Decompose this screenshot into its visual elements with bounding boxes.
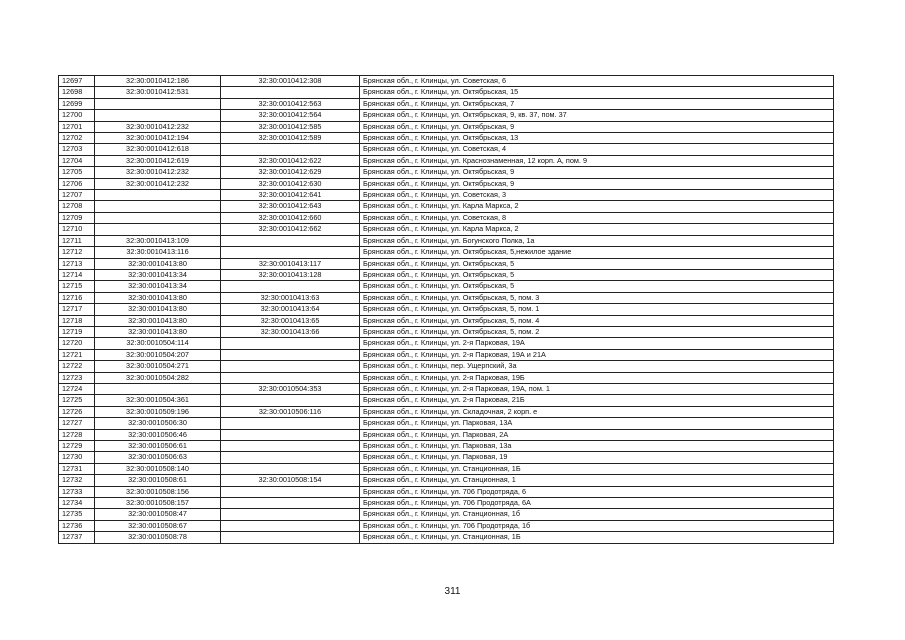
table-row [59, 167, 834, 178]
cadastral-number-cell: 32:30:0010413:80 [95, 292, 221, 303]
table-row [59, 224, 834, 235]
cadastral-number-cell: 32:30:0010508:61 [95, 475, 221, 486]
record-number-cell: 12732 [59, 475, 95, 486]
address-cell: Брянская обл., г. Клинцы, ул. Парковая, 13а [360, 441, 834, 452]
object-cadastral-number-cell: 32:30:0010412:308 [221, 76, 360, 87]
table-row [59, 98, 834, 109]
record-number-cell: 12726 [59, 406, 95, 417]
object-cadastral-number-cell: 32:30:0010413:65 [221, 315, 360, 326]
table-row [59, 532, 834, 543]
object-cadastral-number-cell [221, 361, 360, 372]
record-number-cell: 12709 [59, 212, 95, 223]
cadastral-number-cell [95, 224, 221, 235]
address-cell: Брянская обл., г. Клинцы, ул. 2-я Парковая, 19А [360, 338, 834, 349]
address-cell: Брянская обл., г. Клинцы, ул. Карла Маркса, 2 [360, 224, 834, 235]
object-cadastral-number-cell [221, 87, 360, 98]
address-cell: Брянская обл., г. Клинцы, ул. Богунского Полка, 1а [360, 235, 834, 246]
object-cadastral-number-cell [221, 395, 360, 406]
table-row [59, 155, 834, 166]
object-cadastral-number-cell: 32:30:0010413:63 [221, 292, 360, 303]
record-number-cell: 12717 [59, 304, 95, 315]
table-row [59, 498, 834, 509]
page-number: 311 [444, 586, 461, 597]
table-row [59, 349, 834, 360]
address-cell: Брянская обл., г. Клинцы, ул. Складочная, 2 корп. е [360, 406, 834, 417]
table-row [59, 292, 834, 303]
address-cell: Брянская обл., г. Клинцы, пер. Ущерпский, 3а [360, 361, 834, 372]
table-row [59, 441, 834, 452]
record-number-cell: 12730 [59, 452, 95, 463]
record-number-cell: 12710 [59, 224, 95, 235]
record-number-cell: 12699 [59, 98, 95, 109]
cadastral-number-cell: 32:30:0010412:232 [95, 121, 221, 132]
object-cadastral-number-cell: 32:30:0010412:660 [221, 212, 360, 223]
cadastral-number-cell: 32:30:0010509:196 [95, 406, 221, 417]
cadastral-number-cell [95, 110, 221, 121]
object-cadastral-number-cell: 32:30:0010412:662 [221, 224, 360, 235]
address-cell: Брянская обл., г. Клинцы, ул. Станционная, 1Б [360, 463, 834, 474]
registry-table [58, 75, 834, 544]
address-cell: Брянская обл., г. Клинцы, ул. 2-я Парковая, 19А, пом. 1 [360, 383, 834, 394]
table-row [59, 361, 834, 372]
table-row [59, 269, 834, 280]
record-number-cell: 12712 [59, 247, 95, 258]
table-row [59, 418, 834, 429]
record-number-cell: 12702 [59, 133, 95, 144]
table-row [59, 212, 834, 223]
cadastral-number-cell: 32:30:0010412:186 [95, 76, 221, 87]
cadastral-number-cell: 32:30:0010412:531 [95, 87, 221, 98]
table-row [59, 486, 834, 497]
address-cell: Брянская обл., г. Клинцы, ул. Советская, 8 [360, 212, 834, 223]
cadastral-number-cell: 32:30:0010412:232 [95, 167, 221, 178]
table-row [59, 178, 834, 189]
address-cell: Брянская обл., г. Клинцы, ул. Октябрьская, 13 [360, 133, 834, 144]
cadastral-number-cell: 32:30:0010508:140 [95, 463, 221, 474]
record-number-cell: 12733 [59, 486, 95, 497]
cadastral-number-cell: 32:30:0010413:80 [95, 258, 221, 269]
address-cell: Брянская обл., г. Клинцы, ул. Парковая, 13А [360, 418, 834, 429]
table-row [59, 201, 834, 212]
object-cadastral-number-cell: 32:30:0010412:643 [221, 201, 360, 212]
record-number-cell: 12728 [59, 429, 95, 440]
cadastral-number-cell: 32:30:0010504:207 [95, 349, 221, 360]
object-cadastral-number-cell: 32:30:0010413:64 [221, 304, 360, 315]
record-number-cell: 12721 [59, 349, 95, 360]
cadastral-number-cell: 32:30:0010413:34 [95, 269, 221, 280]
table-row [59, 258, 834, 269]
address-cell: Брянская обл., г. Клинцы, ул. 706 Продотряда, 6А [360, 498, 834, 509]
address-cell: Брянская обл., г. Клинцы, ул. Станционная, 1б [360, 509, 834, 520]
address-cell: Брянская обл., г. Клинцы, ул. Октябрьская, 5 [360, 258, 834, 269]
address-cell: Брянская обл., г. Клинцы, ул. Октябрьская, 5 [360, 281, 834, 292]
record-number-cell: 12720 [59, 338, 95, 349]
record-number-cell: 12708 [59, 201, 95, 212]
record-number-cell: 12735 [59, 509, 95, 520]
record-number-cell: 12698 [59, 87, 95, 98]
object-cadastral-number-cell [221, 338, 360, 349]
object-cadastral-number-cell: 32:30:0010412:641 [221, 190, 360, 201]
cadastral-number-cell: 32:30:0010412:619 [95, 155, 221, 166]
cadastral-number-cell: 32:30:0010508:156 [95, 486, 221, 497]
object-cadastral-number-cell: 32:30:0010412:564 [221, 110, 360, 121]
address-cell: Брянская обл., г. Клинцы, ул. 2-я Парковая, 19Б [360, 372, 834, 383]
cadastral-number-cell [95, 212, 221, 223]
table-row [59, 463, 834, 474]
table-row [59, 247, 834, 258]
object-cadastral-number-cell [221, 429, 360, 440]
record-number-cell: 12701 [59, 121, 95, 132]
record-number-cell: 12707 [59, 190, 95, 201]
address-cell: Брянская обл., г. Клинцы, ул. Октябрьская, 5, пом. 2 [360, 326, 834, 337]
object-cadastral-number-cell: 32:30:0010412:585 [221, 121, 360, 132]
table-row [59, 304, 834, 315]
object-cadastral-number-cell [221, 452, 360, 463]
object-cadastral-number-cell [221, 349, 360, 360]
object-cadastral-number-cell: 32:30:0010504:353 [221, 383, 360, 394]
object-cadastral-number-cell [221, 532, 360, 543]
record-number-cell: 12729 [59, 441, 95, 452]
cadastral-number-cell: 32:30:0010508:157 [95, 498, 221, 509]
record-number-cell: 12714 [59, 269, 95, 280]
address-cell: Брянская обл., г. Клинцы, ул. Советская, 6 [360, 76, 834, 87]
object-cadastral-number-cell: 32:30:0010413:66 [221, 326, 360, 337]
record-number-cell: 12703 [59, 144, 95, 155]
record-number-cell: 12711 [59, 235, 95, 246]
object-cadastral-number-cell [221, 498, 360, 509]
table-row [59, 190, 834, 201]
cadastral-number-cell: 32:30:0010413:80 [95, 315, 221, 326]
object-cadastral-number-cell [221, 247, 360, 258]
registry-table-body [59, 76, 834, 544]
cadastral-number-cell: 32:30:0010412:232 [95, 178, 221, 189]
object-cadastral-number-cell [221, 281, 360, 292]
address-cell: Брянская обл., г. Клинцы, ул. Парковая, 19 [360, 452, 834, 463]
address-cell: Брянская обл., г. Клинцы, ул. Парковая, 2А [360, 429, 834, 440]
object-cadastral-number-cell [221, 463, 360, 474]
address-cell: Брянская обл., г. Клинцы, ул. Октябрьская, 5, пом. 4 [360, 315, 834, 326]
address-cell: Брянская обл., г. Клинцы, ул. Советская, 4 [360, 144, 834, 155]
address-cell: Брянская обл., г. Клинцы, ул. Октябрьская, 5, пом. 3 [360, 292, 834, 303]
object-cadastral-number-cell: 32:30:0010412:622 [221, 155, 360, 166]
cadastral-number-cell [95, 190, 221, 201]
object-cadastral-number-cell [221, 144, 360, 155]
address-cell: Брянская обл., г. Клинцы, ул. Октябрьская, 5 [360, 269, 834, 280]
cadastral-number-cell: 32:30:0010504:361 [95, 395, 221, 406]
cadastral-number-cell: 32:30:0010504:271 [95, 361, 221, 372]
table-row [59, 395, 834, 406]
table-row [59, 76, 834, 87]
record-number-cell: 12727 [59, 418, 95, 429]
table-row [59, 87, 834, 98]
table-row [59, 235, 834, 246]
cadastral-number-cell [95, 383, 221, 394]
cadastral-number-cell [95, 201, 221, 212]
object-cadastral-number-cell: 32:30:0010412:563 [221, 98, 360, 109]
table-row [59, 509, 834, 520]
cadastral-number-cell: 32:30:0010413:80 [95, 304, 221, 315]
cadastral-number-cell: 32:30:0010504:282 [95, 372, 221, 383]
object-cadastral-number-cell: 32:30:0010413:117 [221, 258, 360, 269]
record-number-cell: 12697 [59, 76, 95, 87]
table-row [59, 110, 834, 121]
cadastral-number-cell: 32:30:0010508:47 [95, 509, 221, 520]
record-number-cell: 12706 [59, 178, 95, 189]
record-number-cell: 12719 [59, 326, 95, 337]
cadastral-number-cell: 32:30:0010506:61 [95, 441, 221, 452]
record-number-cell: 12725 [59, 395, 95, 406]
table-row [59, 429, 834, 440]
record-number-cell: 12700 [59, 110, 95, 121]
address-cell: Брянская обл., г. Клинцы, ул. Станционная, 1Б [360, 532, 834, 543]
record-number-cell: 12723 [59, 372, 95, 383]
object-cadastral-number-cell [221, 418, 360, 429]
address-cell: Брянская обл., г. Клинцы, ул. Октябрьская, 9 [360, 121, 834, 132]
address-cell: Брянская обл., г. Клинцы, ул. Краснознаменная, 12 корп. А, пом. 9 [360, 155, 834, 166]
address-cell: Брянская обл., г. Клинцы, ул. 706 Продотряда, 1б [360, 520, 834, 531]
address-cell: Брянская обл., г. Клинцы, ул. Станционная, 1 [360, 475, 834, 486]
address-cell: Брянская обл., г. Клинцы, ул. Карла Маркса, 2 [360, 201, 834, 212]
address-cell: Брянская обл., г. Клинцы, ул. Октябрьская, 9 [360, 167, 834, 178]
table-row [59, 475, 834, 486]
cadastral-number-cell: 32:30:0010508:78 [95, 532, 221, 543]
address-cell: Брянская обл., г. Клинцы, ул. 2-я Парковая, 21Б [360, 395, 834, 406]
object-cadastral-number-cell [221, 486, 360, 497]
record-number-cell: 12722 [59, 361, 95, 372]
cadastral-number-cell: 32:30:0010504:114 [95, 338, 221, 349]
table-row [59, 372, 834, 383]
record-number-cell: 12716 [59, 292, 95, 303]
cadastral-number-cell: 32:30:0010413:116 [95, 247, 221, 258]
address-cell: Брянская обл., г. Клинцы, ул. 2-я Парковая, 19А и 21А [360, 349, 834, 360]
record-number-cell: 12724 [59, 383, 95, 394]
record-number-cell: 12737 [59, 532, 95, 543]
address-cell: Брянская обл., г. Клинцы, ул. Октябрьская, 5,нежилое здание [360, 247, 834, 258]
table-row [59, 326, 834, 337]
cadastral-number-cell: 32:30:0010413:34 [95, 281, 221, 292]
record-number-cell: 12705 [59, 167, 95, 178]
object-cadastral-number-cell: 32:30:0010506:116 [221, 406, 360, 417]
object-cadastral-number-cell [221, 235, 360, 246]
cadastral-number-cell: 32:30:0010506:63 [95, 452, 221, 463]
object-cadastral-number-cell: 32:30:0010508:154 [221, 475, 360, 486]
object-cadastral-number-cell [221, 372, 360, 383]
table-row [59, 452, 834, 463]
table-row [59, 315, 834, 326]
table-row [59, 133, 834, 144]
cadastral-number-cell: 32:30:0010506:30 [95, 418, 221, 429]
cadastral-number-cell: 32:30:0010506:46 [95, 429, 221, 440]
table-row [59, 281, 834, 292]
record-number-cell: 12718 [59, 315, 95, 326]
record-number-cell: 12731 [59, 463, 95, 474]
object-cadastral-number-cell: 32:30:0010412:630 [221, 178, 360, 189]
record-number-cell: 12734 [59, 498, 95, 509]
object-cadastral-number-cell: 32:30:0010412:629 [221, 167, 360, 178]
cadastral-number-cell: 32:30:0010412:618 [95, 144, 221, 155]
address-cell: Брянская обл., г. Клинцы, ул. Октябрьская, 9, кв. 37, пом. 37 [360, 110, 834, 121]
address-cell: Брянская обл., г. Клинцы, ул. Октябрьская, 5, пом. 1 [360, 304, 834, 315]
record-number-cell: 12715 [59, 281, 95, 292]
table-row [59, 144, 834, 155]
table-row [59, 338, 834, 349]
cadastral-number-cell: 32:30:0010508:67 [95, 520, 221, 531]
table-row [59, 383, 834, 394]
address-cell: Брянская обл., г. Клинцы, ул. Октябрьская, 15 [360, 87, 834, 98]
address-cell: Брянская обл., г. Клинцы, ул. Октябрьская, 7 [360, 98, 834, 109]
address-cell: Брянская обл., г. Клинцы, ул. Октябрьская, 9 [360, 178, 834, 189]
cadastral-number-cell [95, 98, 221, 109]
cadastral-number-cell: 32:30:0010413:109 [95, 235, 221, 246]
object-cadastral-number-cell: 32:30:0010413:128 [221, 269, 360, 280]
cadastral-number-cell: 32:30:0010413:80 [95, 326, 221, 337]
address-cell: Брянская обл., г. Клинцы, ул. Советская, 3 [360, 190, 834, 201]
cadastral-number-cell: 32:30:0010412:194 [95, 133, 221, 144]
object-cadastral-number-cell [221, 520, 360, 531]
record-number-cell: 12713 [59, 258, 95, 269]
table-row [59, 406, 834, 417]
table-row [59, 520, 834, 531]
record-number-cell: 12704 [59, 155, 95, 166]
address-cell: Брянская обл., г. Клинцы, ул. 706 Продотряда, 6 [360, 486, 834, 497]
object-cadastral-number-cell [221, 441, 360, 452]
table-row [59, 121, 834, 132]
object-cadastral-number-cell [221, 509, 360, 520]
object-cadastral-number-cell: 32:30:0010412:589 [221, 133, 360, 144]
record-number-cell: 12736 [59, 520, 95, 531]
